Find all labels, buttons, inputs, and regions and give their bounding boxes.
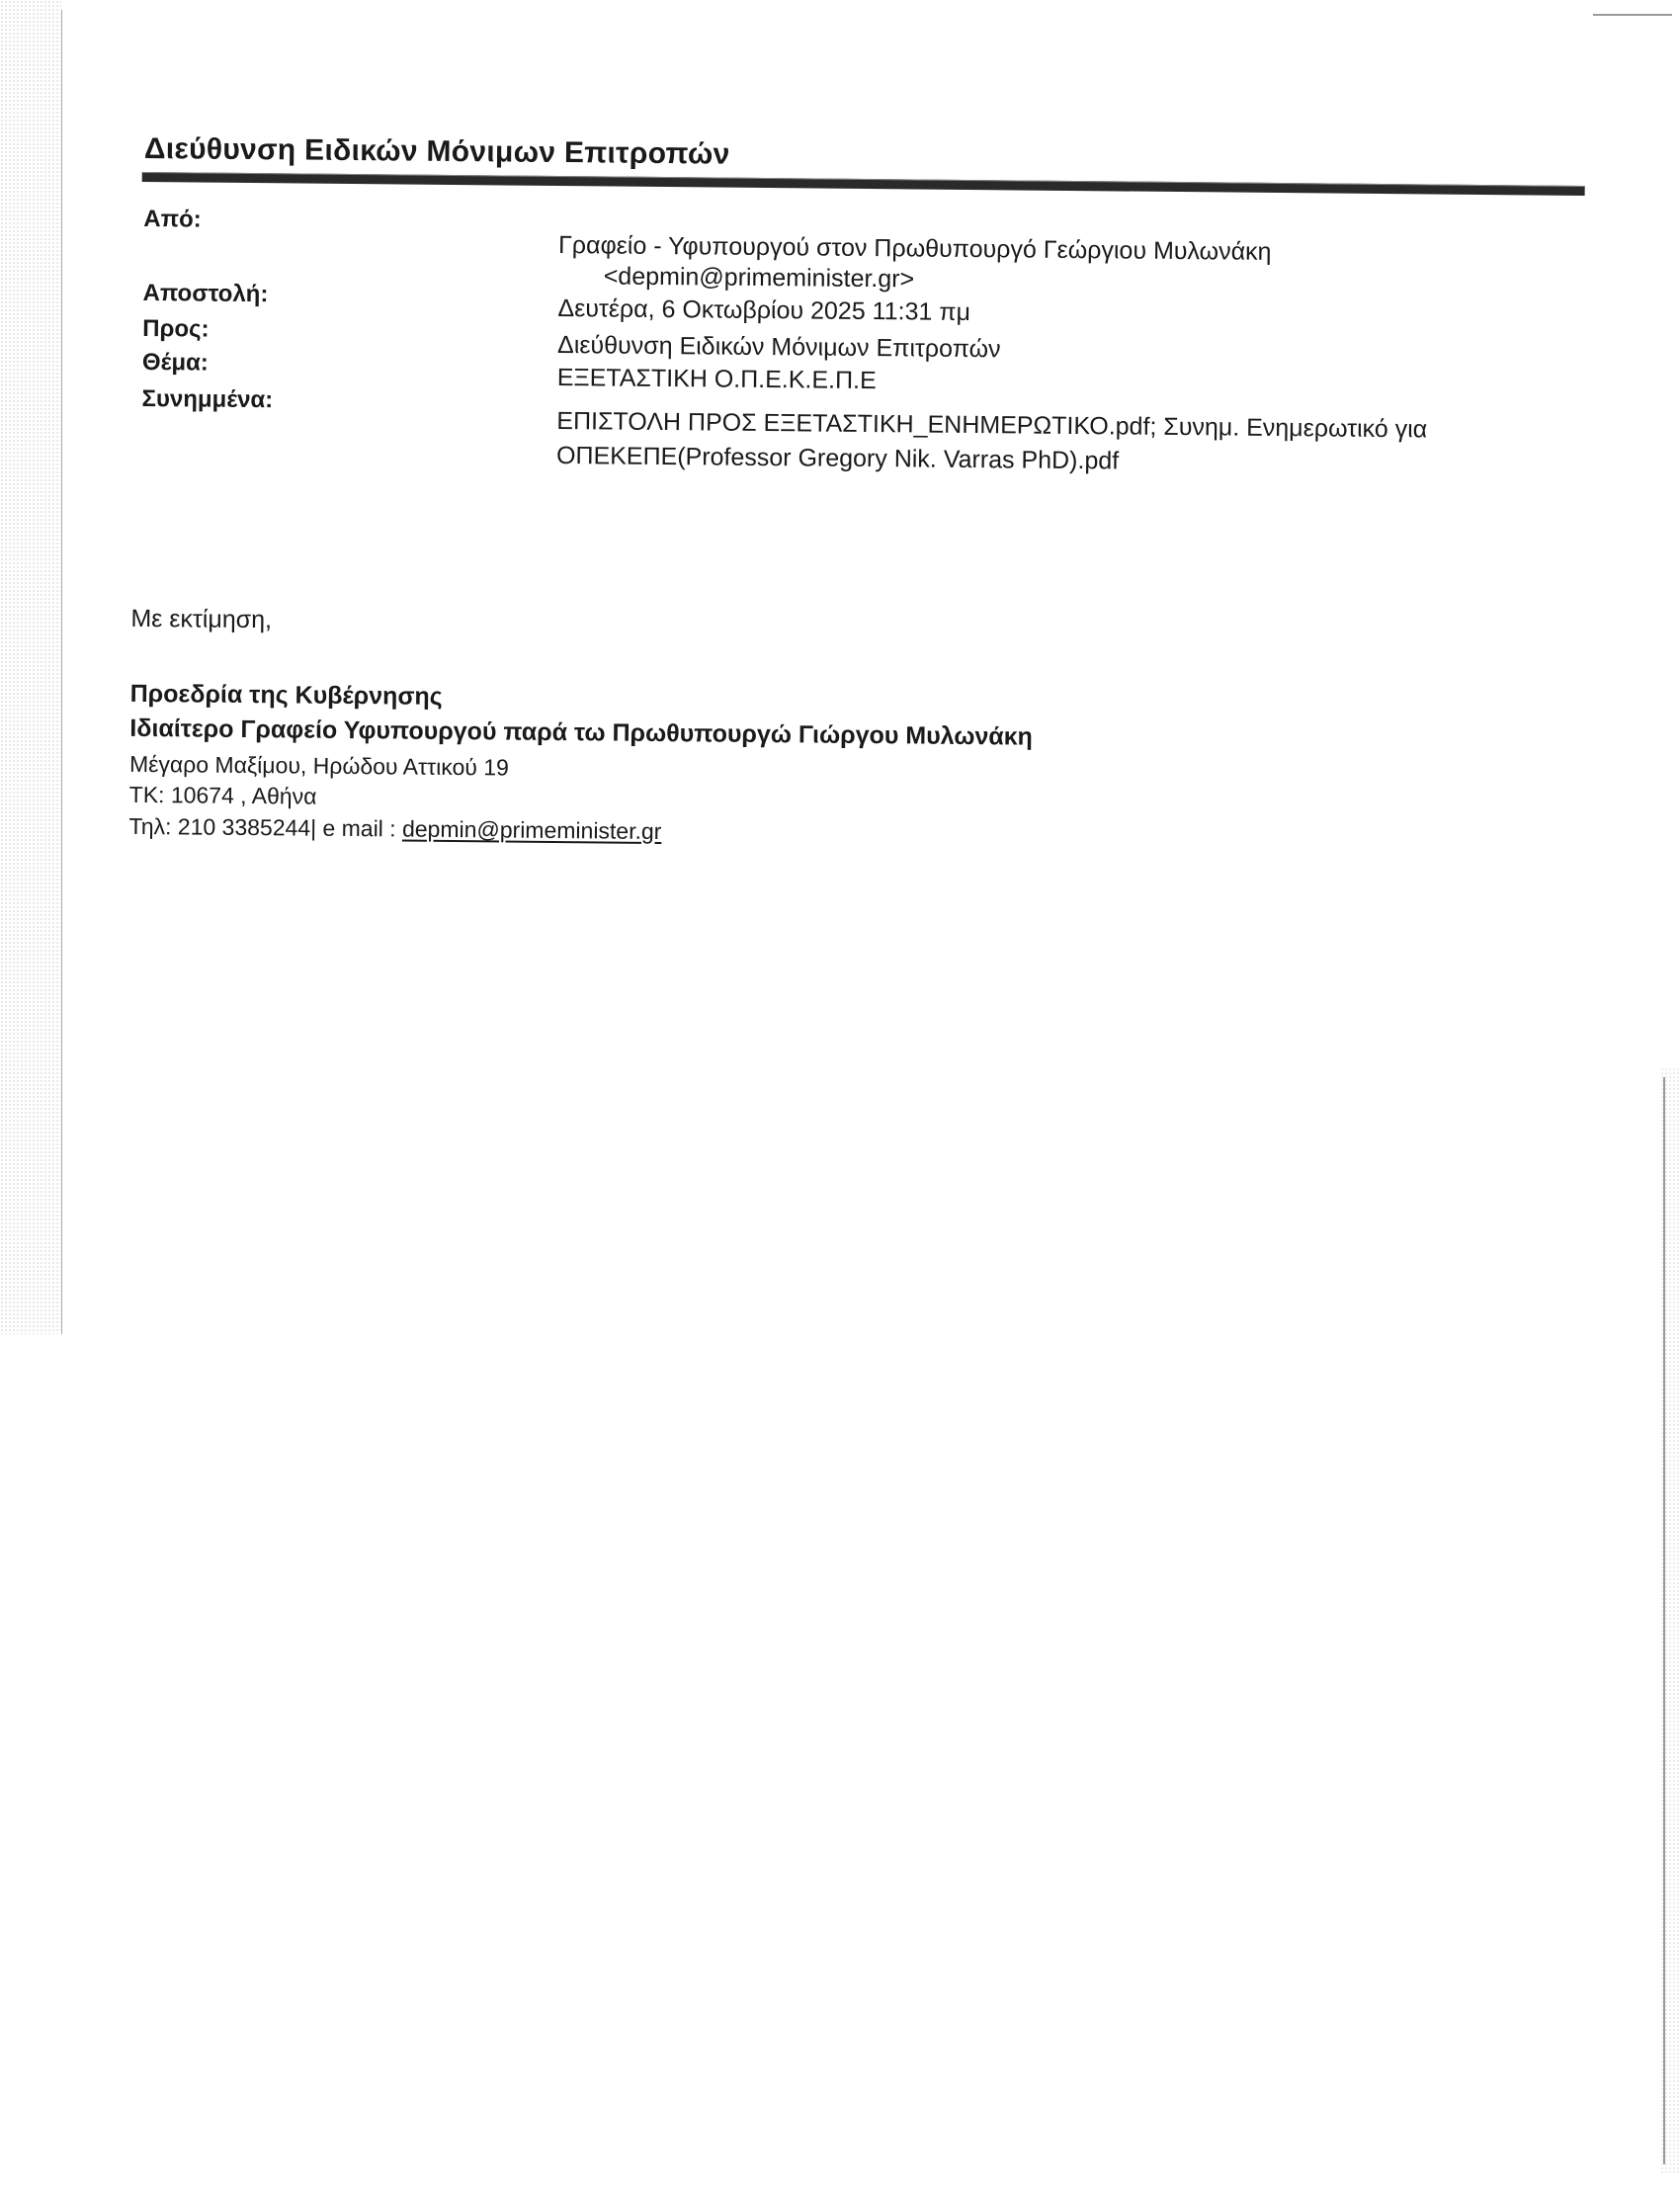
from-label: Από: [143, 205, 202, 233]
signature-contact [128, 813, 661, 845]
signature-phone: Τηλ: 210 3385244| e mail : [128, 812, 403, 842]
attachments-value-line1: ΕΠΙΣΤΟΛΗ ΠΡΟΣ ΕΞΕΤΑΣΤΙΚΗ_ΕΝΗΜΕΡΩΤΙΚΟ.pdf; Συνημ. Ενημερωτικό για [556, 407, 1428, 444]
header-rule [142, 172, 1585, 196]
to-label: Προς: [142, 314, 210, 343]
attachments-label: Συνημμένα: [141, 384, 274, 414]
header-title: Διεύθυνση Ειδικών Μόνιμων Επιτροπών [143, 131, 730, 171]
from-value: Γραφείο - Υφυπουργού στον Πρωθυπουργό Γεώργιου Μυλωνάκη [557, 231, 1272, 266]
sent-label: Αποστολή: [142, 279, 269, 308]
signature-postal: ΤΚ: 10674 , Αθήνα [128, 781, 317, 809]
from-address: <depmin@primeminister.gr> [603, 262, 915, 294]
attachments-value-line2: ΟΠΕΚΕΠΕ(Professor Gregory Nik. Varras PhD).pdf [555, 441, 1120, 475]
subject-value: ΕΞΕΤΑΣΤΙΚΗ Ο.Π.Ε.Κ.Ε.Π.Ε [556, 364, 877, 395]
signature-org-line1: Προεδρία της Κυβέρνησης [129, 679, 443, 711]
signature-address: Μέγαρο Μαξίμου, Ηρώδου Αττικού 19 [128, 750, 510, 781]
closing-text: Με εκτίμηση, [130, 604, 273, 634]
signature-email-link[interactable]: depmin@primeminister.gr [401, 815, 662, 845]
subject-label: Θέμα: [141, 348, 209, 377]
sent-value: Δευτέρα, 6 Οκτωβρίου 2025 11:31 πμ [557, 295, 971, 327]
signature-org-line2: Ιδιαίτερο Γραφείο Υφυπουργού παρά τω Πρωθυπουργώ Γιώργου Μυλωνάκη [129, 714, 1034, 751]
to-value: Διεύθυνση Ειδικών Μόνιμων Επιτροπών [556, 331, 1001, 364]
